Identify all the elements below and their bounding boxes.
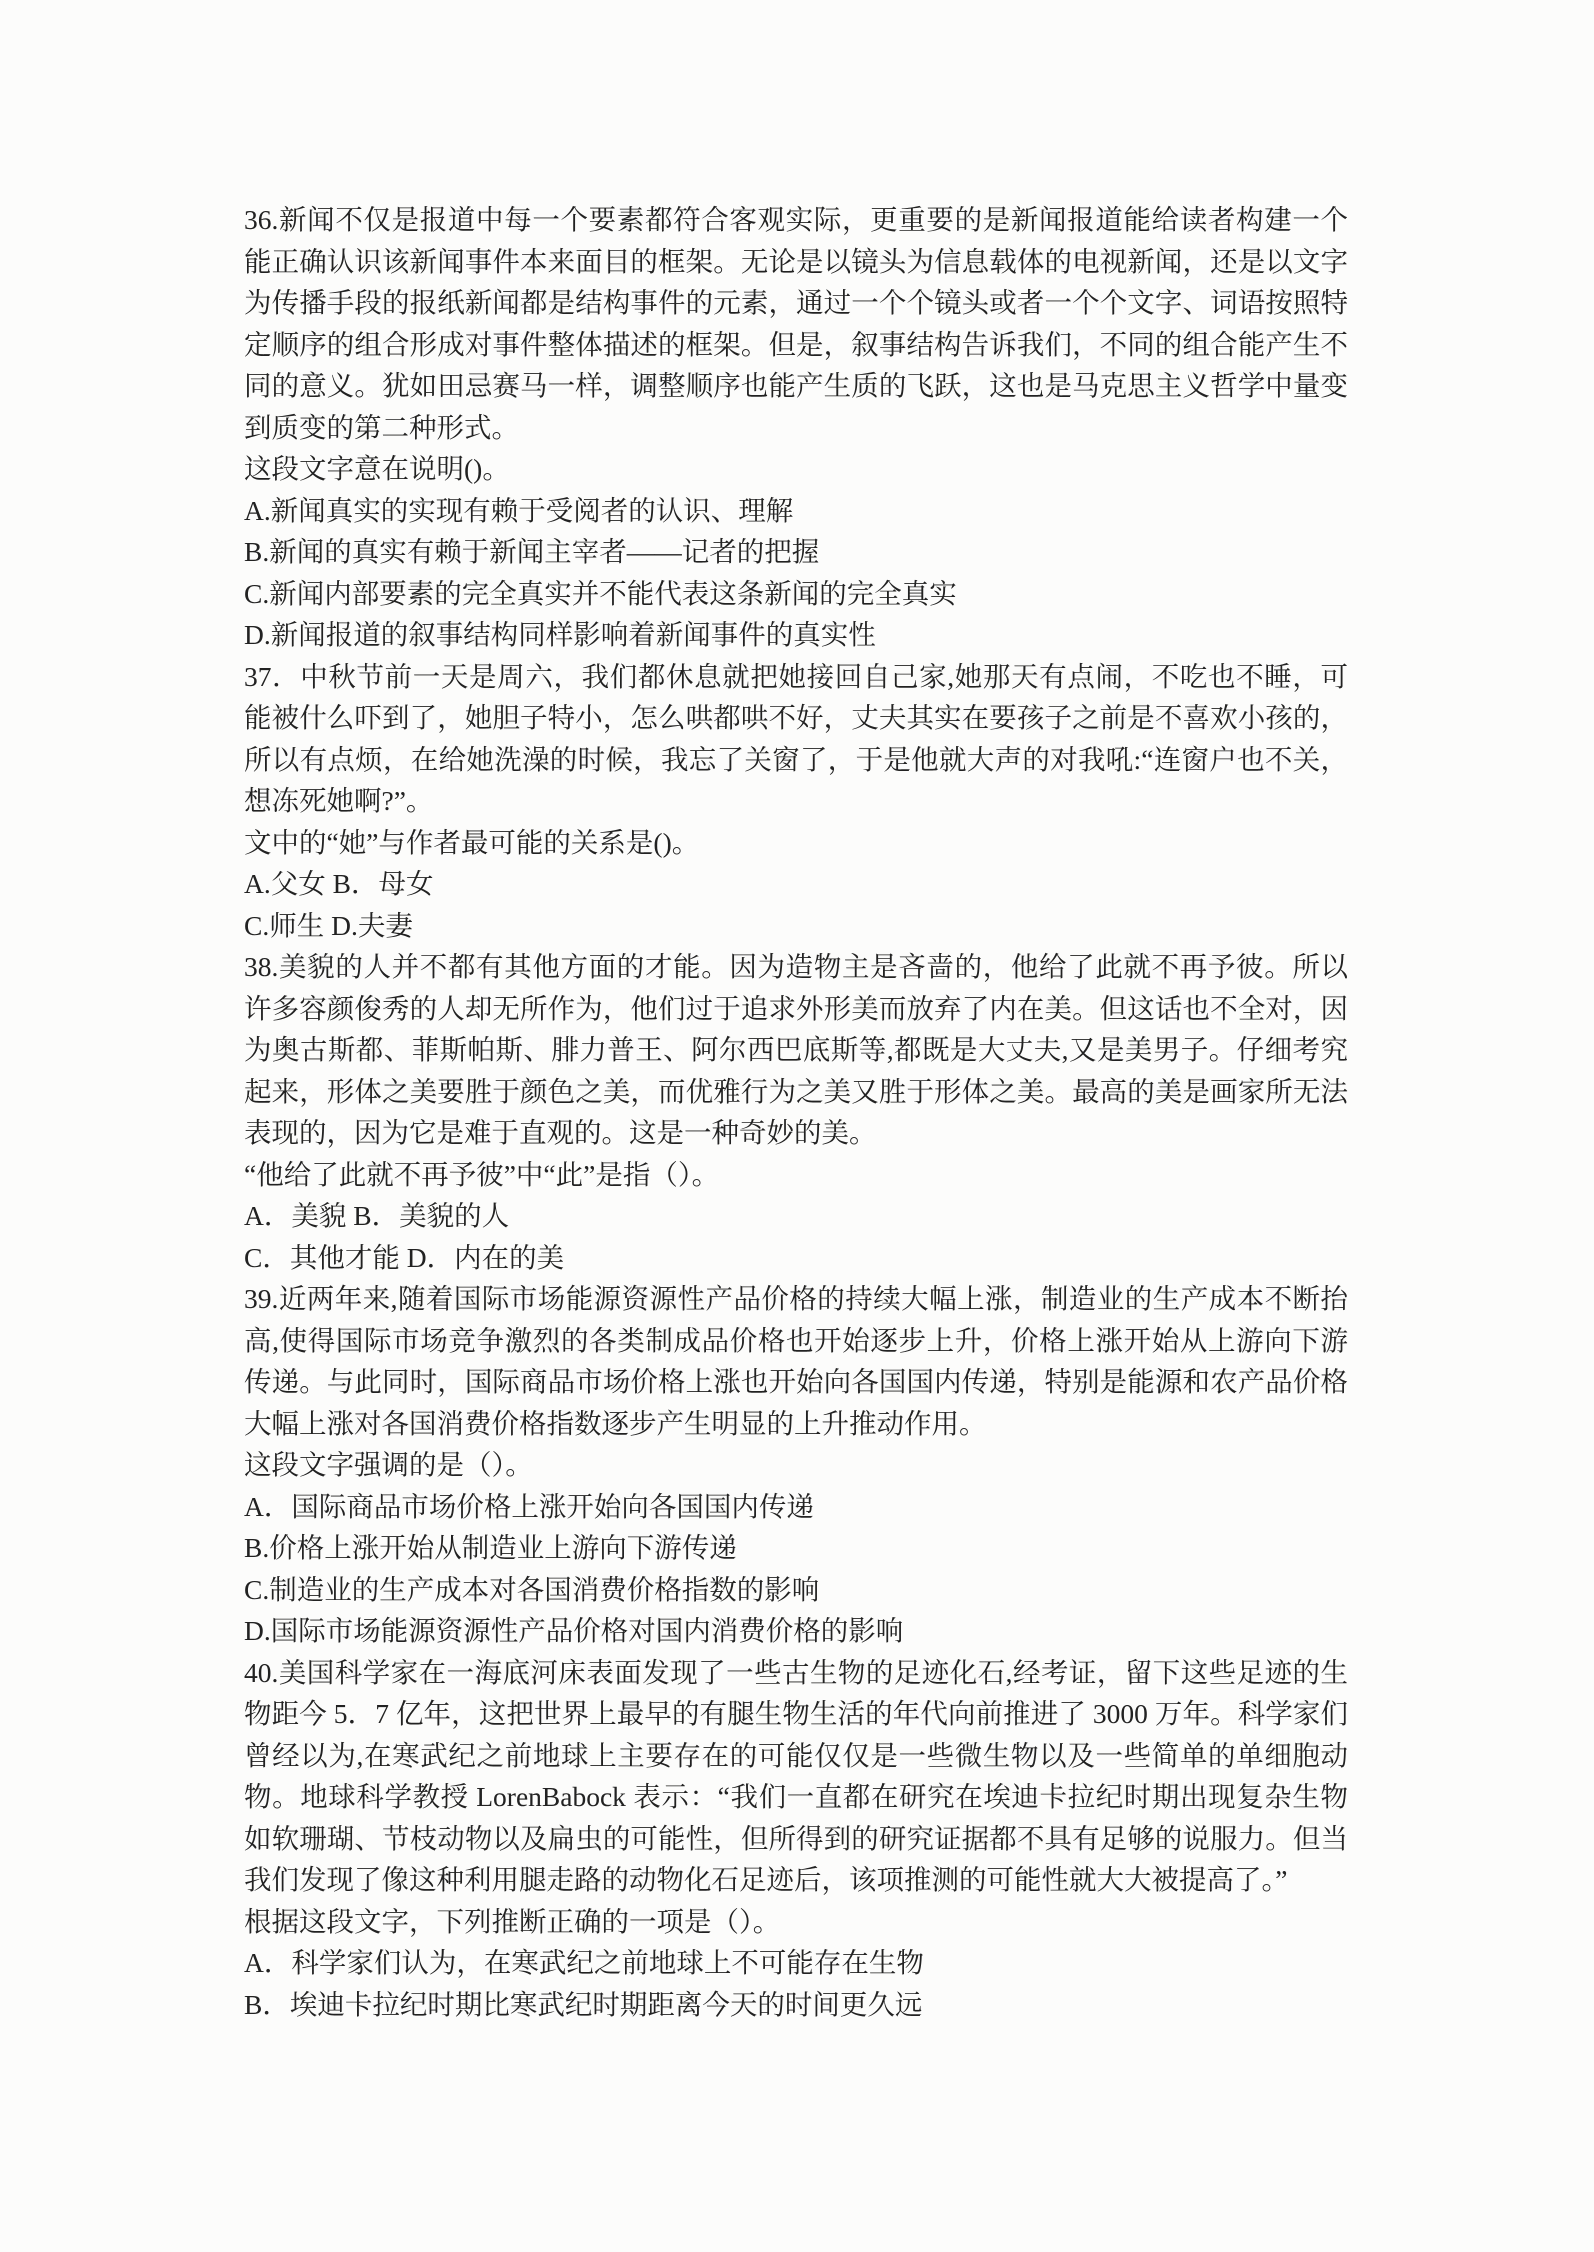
question-body: 40.美国科学家在一海底河床表面发现了一些古生物的足迹化石,经考证，留下这些足迹的生物距今 5．7 亿年，这把世界上最早的有腿生物生活的年代向前推进了 3000 万年。科学家们曾经以为,在寒武纪之前地球上主要存在的可能仅仅是一些微生物以及一些简单的单细胞动物。地球科学教授 LorenBabock 表示：“我们一直都在研究在埃迪卡拉纪时期出现复杂生物如软珊瑚、节枝动物以及扁虫的可能性，但所得到的研究证据都不具有足够的说服力。但当我们发现了像这种利用腿走路的动物化石足迹后，该项推测的可能性就大大被提高了。” [244, 1656, 1348, 1895]
option-line: A．科学家们认为，在寒武纪之前地球上不可能存在生物 [244, 1947, 924, 1978]
question-38 [244, 946, 1348, 1278]
question-body: 39.近两年来,随着国际市场能源资源性产品价格的持续大幅上涨，制造业的生产成本不断抬高,使得国际市场竞争激烈的各类制成品价格也开始逐步上升，价格上涨开始从上游向下游传递。与此同时，国际商品市场价格上涨也开始向各国国内传递，特别是能源和农产品价格大幅上涨对各国消费价格指数逐步产生明显的上升推动作用。 [244, 1283, 1348, 1439]
question-37 [244, 656, 1348, 947]
question-body: 38.美貌的人并不都有其他方面的才能。因为造物主是吝啬的，他给了此就不再予彼。所以许多容颜俊秀的人却无所作为，他们过于追求外形美而放弃了内在美。但这话也不全对，因为奥古斯都、菲斯帕斯、腓力普王、阿尔西巴底斯等,都既是大丈夫,又是美男子。仔细考究起来，形体之美要胜于颜色之美，而优雅行为之美又胜于形体之美。最高的美是画家所无法表现的，因为它是难于直观的。这是一种奇妙的美。 [244, 951, 1348, 1148]
option-line: B.新闻的真实有赖于新闻主宰者——记者的把握 [244, 536, 820, 567]
option-line: A．国际商品市场价格上涨开始向各国国内传递 [244, 1490, 814, 1522]
option-line: A.父女 B．母女 [244, 868, 434, 899]
option-line: C.师生 D.夫妻 [244, 909, 413, 941]
option-line: A．美貌 B．美貌的人 [244, 1200, 510, 1231]
question-stem: 根据这段文字，下列推断正确的一项是（）。 [244, 1905, 781, 1937]
exam-text-block [244, 199, 1348, 2025]
option-line: C.新闻内部要素的完全真实并不能代表这条新闻的完全真实 [244, 577, 957, 609]
question-body: 36.新闻不仅是报道中每一个要素都符合客观实际，更重要的是新闻报道能给读者构建一个能正确认识该新闻事件本来面目的框架。无论是以镜头为信息载体的电视新闻，还是以文字为传播手段的报纸新闻都是结构事件的元素，通过一个个镜头或者一个个文字、词语按照特定顺序的组合形成对事件整体描述的框架。但是，叙事结构告诉我们，不同的组合能产生不同的意义。犹如田忌赛马一样，调整顺序也能产生质的飞跃，这也是马克思主义哲学中量变到质变的第二种形式。 [244, 204, 1348, 443]
question-40 [244, 1652, 1348, 2026]
option-line: C.制造业的生产成本对各国消费价格指数的影响 [244, 1573, 820, 1605]
option-line: C．其他才能 D．内在的美 [244, 1241, 565, 1273]
option-line: D.国际市场能源资源性产品价格对国内消费价格的影响 [244, 1615, 904, 1646]
option-line: B.价格上涨开始从制造业上游向下游传递 [244, 1532, 737, 1563]
question-stem: “他给了此就不再予彼”中“此”是指（）。 [244, 1158, 720, 1190]
question-36 [244, 199, 1348, 656]
question-stem: 这段文字意在说明()。 [244, 453, 510, 484]
option-line: D.新闻报道的叙事结构同样影响着新闻事件的真实性 [244, 619, 876, 650]
question-39 [244, 1278, 1348, 1652]
option-line: B．埃迪卡拉纪时期比寒武纪时期距离今天的时间更久远 [244, 1988, 923, 2020]
question-stem: 文中的“她”与作者最可能的关系是()。 [244, 826, 700, 858]
question-body: 37．中秋节前一天是周六，我们都休息就把她接回自己家,她那天有点闹，不吃也不睡，可能被什么吓到了，她胆子特小，怎么哄都哄不好，丈夫其实在要孩子之前是不喜欢小孩的，所以有点烦，在给她洗澡的时候，我忘了关窗了，于是他就大声的对我吼:“连窗户也不关，想冻死她啊?”。 [244, 660, 1348, 816]
question-stem: 这段文字强调的是（）。 [244, 1449, 533, 1480]
option-line: A.新闻真实的实现有赖于受阅者的认识、理解 [244, 494, 794, 526]
